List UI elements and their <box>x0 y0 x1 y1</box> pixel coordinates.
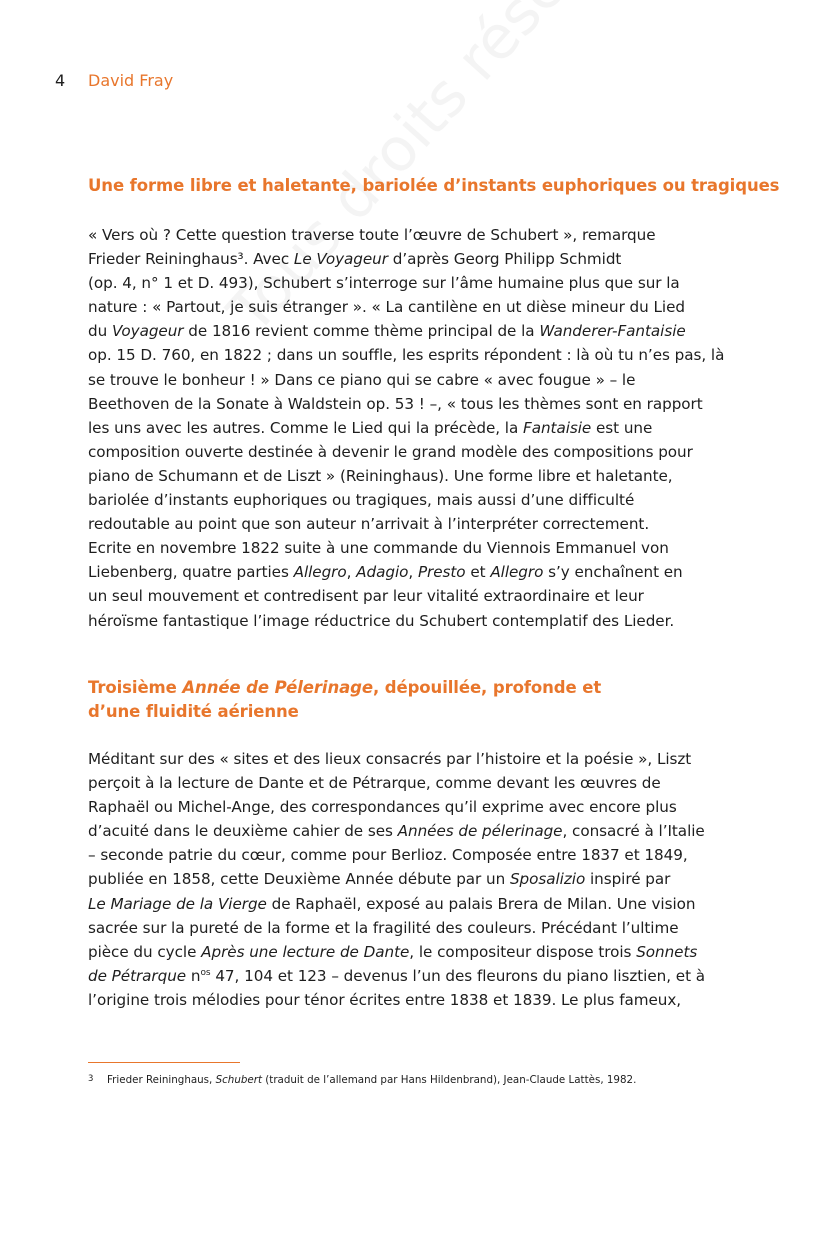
page-header <box>55 71 173 90</box>
text-line: Frieder Reininghaus³. Avec Le Voyageur d’après Georg Philipp Schmidt <box>88 250 622 269</box>
text-line: du Voyageur de 1816 revient comme thème principal de la Wanderer-Fantaisie <box>88 322 686 341</box>
section-title: Une forme libre et haletante, bariolée d’instants euphoriques ou tragiques <box>88 176 780 195</box>
text-line: Le Mariage de la Vierge de Raphaël, exposé au palais Brera de Milan. Une vision <box>88 894 696 913</box>
body-paragraph <box>88 223 748 633</box>
footnote-divider <box>88 1062 240 1063</box>
text-line: perçoit à la lecture de Dante et de Pétrarque, comme devant les œuvres de <box>88 774 661 793</box>
footnote <box>88 1074 636 1086</box>
running-title: David Fray <box>88 71 174 90</box>
text-line: composition ouverte destinée à devenir le grand modèle des compositions pour <box>88 442 693 461</box>
text-line: les uns avec les autres. Comme le Lied qui la précède, la Fantaisie est une <box>88 418 653 437</box>
text-line: bariolée d’instants euphoriques ou tragiques, mais aussi d’une difficulté <box>88 491 635 510</box>
text-line: piano de Schumann et de Liszt » (Reininghaus). Une forme libre et haletante, <box>88 466 673 485</box>
section-title <box>88 676 601 724</box>
text-line: se trouve le bonheur ! » Dans ce piano qui se cabre « avec fougue » – le <box>88 370 636 389</box>
text-line: un seul mouvement et contredisent par leur vitalité extraordinaire et leur <box>88 587 644 606</box>
text-line: – seconde patrie du cœur, comme pour Berlioz. Composée entre 1837 et 1849, <box>88 846 688 865</box>
text-line: Raphaël ou Michel-Ange, des correspondances qu’il exprime avec encore plus <box>88 798 677 817</box>
text-line: pièce du cycle Après une lecture de Dante, le compositeur dispose trois Sonnets <box>88 942 698 961</box>
footnote-marker: 3 <box>88 1074 94 1084</box>
footnote-text: Frieder Reininghaus, Schubert (traduit de l’allemand par Hans Hildenbrand), Jean-Claude Lattès, 1982. <box>107 1074 637 1086</box>
body-paragraph <box>88 747 748 1012</box>
text-line: (op. 4, n° 1 et D. 493), Schubert s’interroge sur l’âme humaine plus que sur la <box>88 274 680 293</box>
text-line: Méditant sur des « sites et des lieux consacrés par l’histoire et la poésie », Liszt <box>88 750 692 768</box>
text-line: redoutable au point que son auteur n’arrivait à l’interpréter correctement. <box>88 515 650 534</box>
text-line: publiée en 1858, cette Deuxième Année débute par un Sposalizio inspiré par <box>88 870 671 889</box>
text-line: l’origine trois mélodies pour ténor écrites entre 1838 et 1839. Le plus fameux, <box>88 990 682 1009</box>
section-title-line: d’une fluidité aérienne <box>88 702 299 721</box>
text-line: Ecrite en novembre 1822 suite à une commande du Viennois Emmanuel von <box>88 539 669 558</box>
text-line: d’acuité dans le deuxième cahier de ses Années de pélerinage, consacré à l’Italie <box>88 822 705 841</box>
text-line: de Pétrarque $n^{os}$ 47, 104 et 123 – devenus l’un des fleurons du piano lisztien, et à <box>88 966 706 985</box>
text-line: « Vers où ? Cette question traverse toute l’œuvre de Schubert », remarque <box>88 226 656 244</box>
text-line: Liebenberg, quatre parties Allegro, Adagio, Presto et Allegro s’y enchaînent en <box>88 563 683 582</box>
page-number: 4 <box>55 71 66 90</box>
text-line: nature : « Partout, je suis étranger ». « La cantilène en ut dièse mineur du Lied <box>88 298 685 317</box>
text-line: héroïsme fantastique l’image réductrice du Schubert contemplatif des Lieder. <box>88 611 675 630</box>
text-line: sacrée sur la pureté de la forme et la fragilité des couleurs. Précédant l’ultime <box>88 918 679 937</box>
text-line: Beethoven de la Sonate à Waldstein op. 53 ! –, « tous les thèmes sont en rapport <box>88 394 703 413</box>
section-title-line: Troisième Année de Pélerinage, dépouillée, profonde et <box>88 678 602 697</box>
text-line: op. 15 D. 760, en 1822 ; dans un souffle, les esprits répondent : là où tu n’es pas, là <box>88 346 725 365</box>
